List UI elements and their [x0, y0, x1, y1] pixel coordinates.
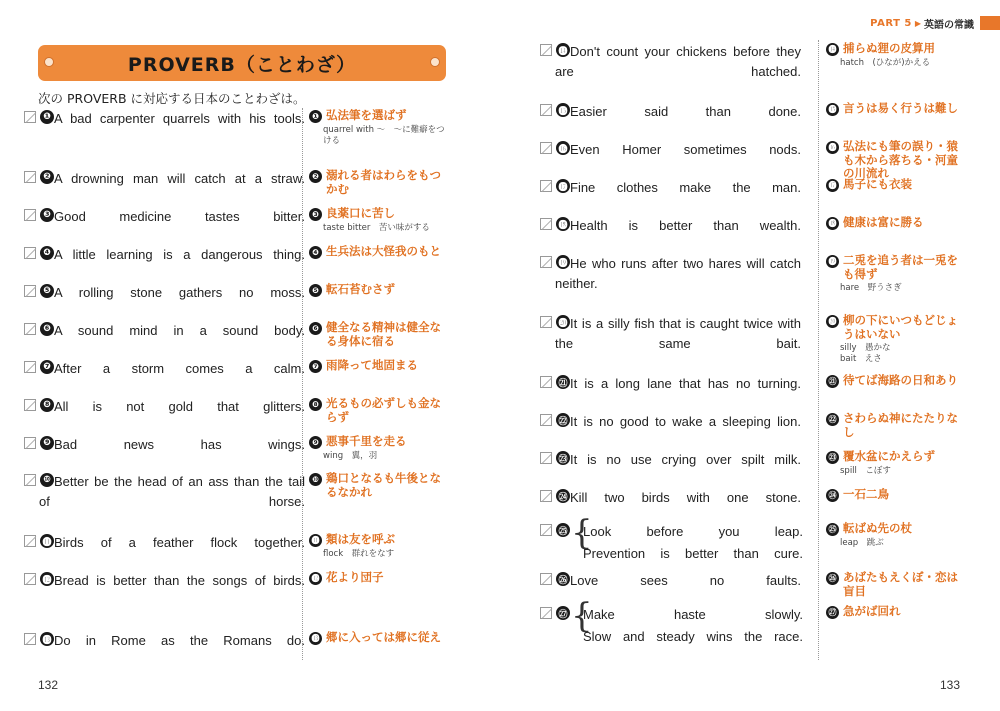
answer-number: ⓭ — [309, 632, 322, 645]
brace-icon: { — [571, 596, 593, 636]
proverb-japanese: 転ばぬ先の杖 — [843, 521, 912, 535]
answer-number: ⓬ — [309, 572, 322, 585]
answer-number: ㉑ — [826, 375, 839, 388]
answer-number: ❹ — [309, 246, 322, 259]
proverb-english: It is no use crying over spilt milk. — [570, 452, 801, 467]
checkbox-icon[interactable] — [540, 452, 552, 464]
proverb-japanese: 健全なる精神は健全なる身体に宿る — [326, 320, 441, 348]
proverb-english: It is a silly fish that is caught twice with the same bait. — [555, 316, 801, 351]
item-number: ❽ — [40, 398, 54, 412]
answer-number: ⓱ — [826, 179, 839, 192]
checkbox-icon[interactable] — [540, 573, 552, 585]
checkbox-icon[interactable] — [24, 209, 36, 221]
proverb-japanese: 健康は富に勝る — [843, 215, 924, 229]
proverb-japanese: 良薬口に苦し — [326, 206, 395, 220]
checkbox-icon[interactable] — [540, 256, 552, 268]
item-number: ❺ — [40, 284, 54, 298]
proverb-japanese: 馬子にも衣装 — [843, 177, 912, 191]
answer-number: ⓫ — [309, 534, 322, 547]
vocabulary-note: spill こぼす — [840, 465, 891, 476]
proverb-english: Kill two birds with one stone. — [570, 490, 801, 505]
item-number: ㉒ — [556, 413, 570, 427]
proverb-english: Even Homer sometimes nods. — [570, 142, 801, 157]
answer-number: ㉒ — [826, 413, 839, 426]
proverb-japanese: 一石二鳥 — [843, 487, 889, 501]
proverb-english: Bad news has wings. — [54, 437, 305, 452]
item-number: ㉔ — [556, 489, 570, 503]
proverb-japanese: 生兵法は大怪我のもと — [326, 244, 441, 258]
proverb-japanese: 郷に入っては郷に従え — [326, 630, 441, 644]
vocabulary-note: wing 翼，羽 — [323, 450, 378, 461]
banner-title: PROVERB（ことわざ） — [127, 53, 357, 76]
proverb-japanese: 悪事千里を走る — [326, 434, 407, 448]
item-number: ㉑ — [556, 375, 570, 389]
item-number: ⓱ — [556, 179, 570, 193]
column-divider — [818, 40, 819, 660]
vocabulary-note: leap 跳ぶ — [840, 537, 884, 548]
proverb-english: Do in Rome as the Romans do. — [54, 633, 305, 648]
answer-number: ⓮ — [826, 43, 839, 56]
proverb-japanese: 急がば回れ — [843, 604, 901, 618]
checkbox-icon[interactable] — [540, 490, 552, 502]
item-number: ❼ — [40, 360, 54, 374]
answer-number: ❸ — [309, 208, 322, 221]
item-number: ⓭ — [40, 632, 54, 646]
item-number: ❷ — [40, 170, 54, 184]
checkbox-icon[interactable] — [540, 414, 552, 426]
proverb-japanese: 光るもの必ずしも金ならず — [326, 396, 441, 424]
checkbox-icon[interactable] — [24, 323, 36, 335]
answer-number: ❽ — [309, 398, 322, 411]
proverb-banner — [38, 45, 446, 81]
checkbox-icon[interactable] — [24, 573, 36, 585]
page-number-right: 133 — [940, 678, 961, 692]
checkbox-icon[interactable] — [24, 285, 36, 297]
item-number: ㉕ — [556, 523, 570, 537]
arrow-right-icon: ▶ — [914, 18, 921, 28]
proverb-english: Don't count your chickens before they are hatched. — [555, 44, 801, 79]
item-number: ❻ — [40, 322, 54, 336]
item-number: ❹ — [40, 246, 54, 260]
vocabulary-note: taste bitter 苦い味がする — [323, 222, 430, 233]
checkbox-icon[interactable] — [540, 142, 552, 154]
proverb-japanese: 柳の下にいつもどじょうはいない — [843, 313, 958, 341]
answer-number: ⓴ — [826, 315, 839, 328]
answer-number: ❺ — [309, 284, 322, 297]
checkbox-icon[interactable] — [24, 474, 36, 486]
item-number: ⓳ — [556, 255, 570, 269]
item-number: ❶ — [40, 110, 54, 124]
answer-number: ❿ — [309, 473, 322, 486]
checkbox-icon[interactable] — [24, 437, 36, 449]
page-number-left: 132 — [38, 678, 59, 692]
proverb-english: Prevention is better than cure. — [583, 546, 803, 561]
checkbox-icon[interactable] — [540, 180, 552, 192]
proverb-english: Health is better than wealth. — [570, 218, 801, 233]
answer-number: ❼ — [309, 360, 322, 373]
proverb-english: He who runs after two hares will catch neither. — [555, 256, 801, 291]
checkbox-icon[interactable] — [24, 633, 36, 645]
proverb-japanese: 転石苔むさず — [326, 282, 395, 296]
item-number: ⓫ — [40, 534, 54, 548]
item-number: ⓰ — [556, 141, 570, 155]
proverb-english: It is no good to wake a sleeping lion. — [570, 414, 801, 429]
checkbox-icon[interactable] — [540, 218, 552, 230]
checkbox-icon[interactable] — [540, 524, 552, 536]
item-number: ⓲ — [556, 217, 570, 231]
part-title: 英語の常識 — [924, 19, 974, 31]
answer-number: ㉗ — [826, 606, 839, 619]
proverb-english: Easier said than done. — [570, 104, 801, 119]
proverb-english: Birds of a feather flock together. — [54, 535, 305, 550]
proverb-japanese: さわらぬ神にたたりなし — [843, 411, 958, 439]
checkbox-icon[interactable] — [24, 535, 36, 547]
proverb-japanese: 鶏口となるも牛後となるなかれ — [326, 471, 441, 499]
proverb-english: Good medicine tastes bitter. — [54, 209, 305, 224]
proverb-japanese: 類は友を呼ぶ — [326, 532, 395, 546]
right-page — [500, 0, 1000, 711]
proverb-english: A bad carpenter quarrels with his tools. — [54, 111, 305, 126]
checkbox-icon[interactable] — [540, 316, 552, 328]
answer-number: ❾ — [309, 436, 322, 449]
banner-rivet-icon — [430, 57, 440, 67]
proverb-japanese: 覆水盆にかえらず — [843, 449, 935, 463]
answer-number: ⓲ — [826, 217, 839, 230]
proverb-english: A sound mind in a sound body. — [54, 323, 305, 338]
item-number: ⓮ — [556, 43, 570, 57]
proverb-japanese: 二兎を追う者は一兎をも得ず — [843, 253, 958, 281]
answer-number: ⓯ — [826, 103, 839, 116]
item-number: ⓯ — [556, 103, 570, 117]
instruction-text: 次の PROVERB に対応する日本のことわざは。 — [38, 91, 306, 106]
vocabulary-note: hare 野うさぎ — [840, 283, 902, 293]
item-number: ❾ — [40, 436, 54, 450]
proverb-japanese: 弘法筆を選ばず — [326, 108, 407, 122]
proverb-japanese: 弘法にも筆の誤り・猿も木から落ちる・河童の川流れ — [843, 139, 958, 180]
item-number: ⓬ — [40, 572, 54, 586]
vocabulary-note: quarrel with ～ ～に難癖をつける — [323, 124, 445, 146]
answer-number: ❷ — [309, 170, 322, 183]
proverb-english: Bread is better than the songs of birds. — [54, 573, 305, 588]
proverb-english: A little learning is a dangerous thing. — [54, 247, 305, 262]
part-label: PART 5 — [870, 17, 912, 29]
answer-number: ⓰ — [826, 141, 839, 154]
proverb-japanese: 雨降って地固まる — [326, 358, 418, 372]
proverb-japanese: 待てば海路の日和あり — [843, 373, 958, 387]
item-number: ❿ — [40, 473, 54, 487]
answer-number: ❻ — [309, 322, 322, 335]
checkbox-icon[interactable] — [24, 247, 36, 259]
proverb-english: Love sees no faults. — [570, 573, 801, 588]
proverb-english: Look before you leap. — [583, 524, 803, 539]
item-number: ㉗ — [556, 606, 570, 620]
answer-number: ❶ — [309, 110, 322, 123]
proverb-english: Fine clothes make the man. — [570, 180, 801, 195]
vocabulary-note: flock 群れをなす — [323, 548, 395, 559]
answer-number: ㉖ — [826, 572, 839, 585]
item-number: ⓴ — [556, 315, 570, 329]
answer-number: ⓳ — [826, 255, 839, 268]
proverb-english: It is a long lane that has no turning. — [570, 376, 801, 391]
proverb-japanese: 捕らぬ狸の皮算用 — [843, 41, 935, 55]
answer-number: ㉔ — [826, 489, 839, 502]
checkbox-icon[interactable] — [24, 111, 36, 123]
vocabulary-note: hatch (ひなが)かえる — [840, 57, 931, 68]
proverb-english: Slow and steady wins the race. — [583, 629, 803, 644]
checkbox-icon[interactable] — [24, 399, 36, 411]
item-number: ㉓ — [556, 451, 570, 465]
vocabulary-note: silly 愚かな bait えさ — [840, 343, 891, 364]
proverb-japanese: 花より団子 — [326, 570, 384, 584]
banner-rivet-icon — [44, 57, 54, 67]
proverb-english: All is not gold that glitters. — [54, 399, 305, 414]
part-color-bar — [980, 16, 1000, 30]
checkbox-icon[interactable] — [24, 361, 36, 373]
part-header — [870, 14, 1000, 32]
item-number: ❸ — [40, 208, 54, 222]
checkbox-icon[interactable] — [24, 171, 36, 183]
answer-number: ㉓ — [826, 451, 839, 464]
answer-number: ㉕ — [826, 523, 839, 536]
proverb-japanese: あばたもえくぼ・恋は盲目 — [843, 570, 958, 598]
proverb-english: A drowning man will catch at a straw. — [54, 171, 305, 186]
checkbox-icon[interactable] — [540, 376, 552, 388]
proverb-japanese: 言うは易く行うは難し — [843, 101, 958, 115]
checkbox-icon[interactable] — [540, 607, 552, 619]
proverb-english: Make haste slowly. — [583, 607, 803, 622]
item-number: ㉖ — [556, 572, 570, 586]
brace-icon: { — [571, 513, 593, 553]
proverb-english: A rolling stone gathers no moss. — [54, 285, 305, 300]
checkbox-icon[interactable] — [540, 44, 552, 56]
proverb-english: Better be the head of an ass than the tail of horse. — [39, 474, 305, 509]
checkbox-icon[interactable] — [540, 104, 552, 116]
proverb-japanese: 溺れる者はわらをもつかむ — [326, 168, 441, 196]
proverb-english: After a storm comes a calm. — [54, 361, 305, 376]
